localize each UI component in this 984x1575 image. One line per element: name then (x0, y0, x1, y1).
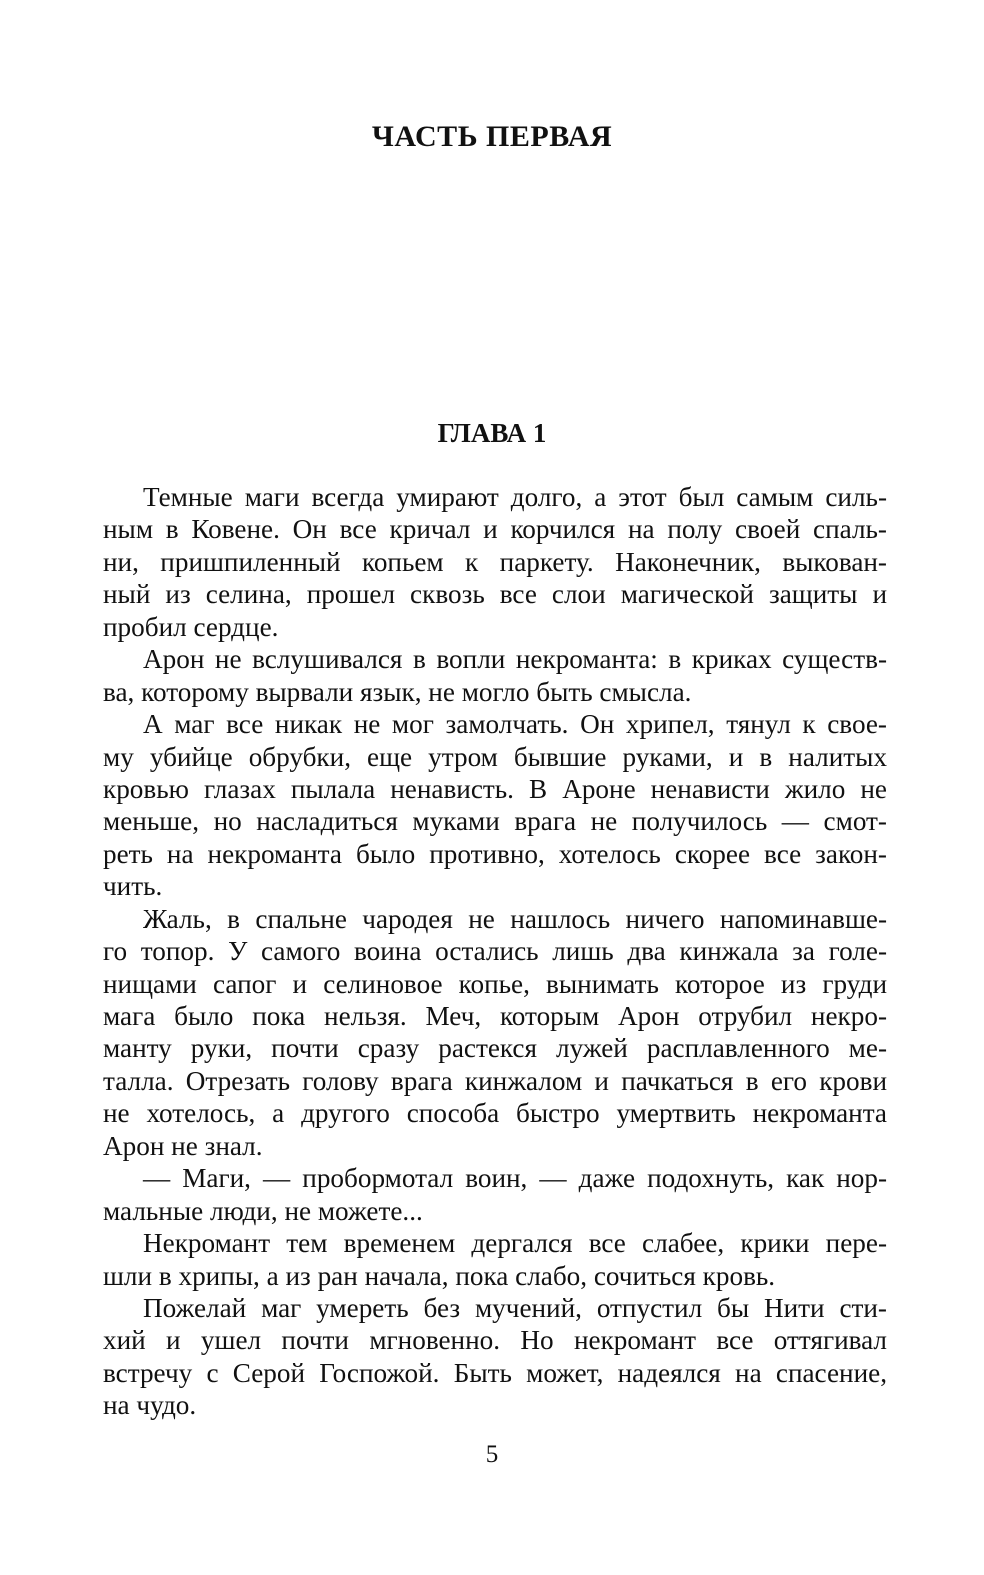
text-line: хий и ушел почти мгновенно. Но некромант все оттягивал (103, 1325, 887, 1356)
text-line: ный из селина, прошел сквозь все слои магической защиты и (103, 579, 887, 610)
text-line: А маг все никак не мог замолчать. Он хрипел, тянул к свое- (143, 709, 887, 740)
text-line: на чудо. (103, 1390, 197, 1421)
body-text (103, 481, 887, 1422)
text-line: манту руки, почти сразу растекся лужей расплавленного ме- (103, 1033, 887, 1064)
page-number: 5 (485, 1441, 499, 1468)
text-line: ным в Ковене. Он все кричал и корчился на полу своей спаль- (103, 514, 887, 545)
text-line: меньше, но насладиться муками врага не получилось — смот- (103, 806, 887, 837)
text-line: Арон не знал. (103, 1130, 263, 1161)
text-line: Жаль, в спальне чародея не нашлось ничего напоминавше- (143, 903, 887, 934)
text-line: не хотелось, а другого способа быстро умертвить некроманта (103, 1098, 887, 1129)
text-line: Арон не вслушивался в вопли некроманта: в криках существ- (143, 644, 887, 675)
text-line: чить. (103, 871, 163, 902)
text-line: шли в хрипы, а из ран начала, пока слабо, сочиться кровь. (103, 1260, 776, 1291)
text-line: Некромант тем временем дергался все слабее, крики пере- (143, 1228, 887, 1259)
text-line: ни, пришпиленный копьем к паркету. Наконечник, выкован- (103, 546, 887, 577)
part-title: ЧАСТЬ ПЕРВАЯ (371, 120, 613, 153)
chapter-title: ГЛАВА 1 (437, 418, 547, 448)
text-line: Пожелай маг умереть без мучений, отпустил бы Нити сти- (143, 1292, 887, 1323)
text-line: го топор. У самого воина остались лишь два кинжала за голе- (103, 936, 887, 967)
text-line: — Маги, — пробормотал воин, — даже подохнуть, как нор- (143, 1163, 887, 1194)
text-line: кровью глазах пылала ненависть. В Ароне ненависти жило не (103, 773, 887, 804)
text-line: мальные люди, не можете... (103, 1195, 423, 1226)
text-line: встречу с Серой Госпожой. Быть может, надеялся на спасение, (103, 1357, 887, 1388)
text-line: реть на некроманта было противно, хотелось скорее все закон- (103, 838, 887, 869)
text-line: Темные маги всегда умирают долго, а этот был самым силь- (143, 482, 887, 512)
text-line: нищами сапог и селиновое копье, вынимать которое из груди (103, 968, 887, 999)
text-line: талла. Отрезать голову врага кинжалом и пачкаться в его крови (103, 1065, 887, 1096)
text-line: му убийце обрубки, еще утром бывшие руками, и в налитых (103, 741, 887, 772)
text-line: ва, которому вырвали язык, не могло быть смысла. (103, 676, 692, 707)
text-line: мага было пока нельзя. Меч, которым Арон отрубил некро- (103, 1001, 887, 1031)
text-line: пробил сердце. (103, 611, 279, 642)
